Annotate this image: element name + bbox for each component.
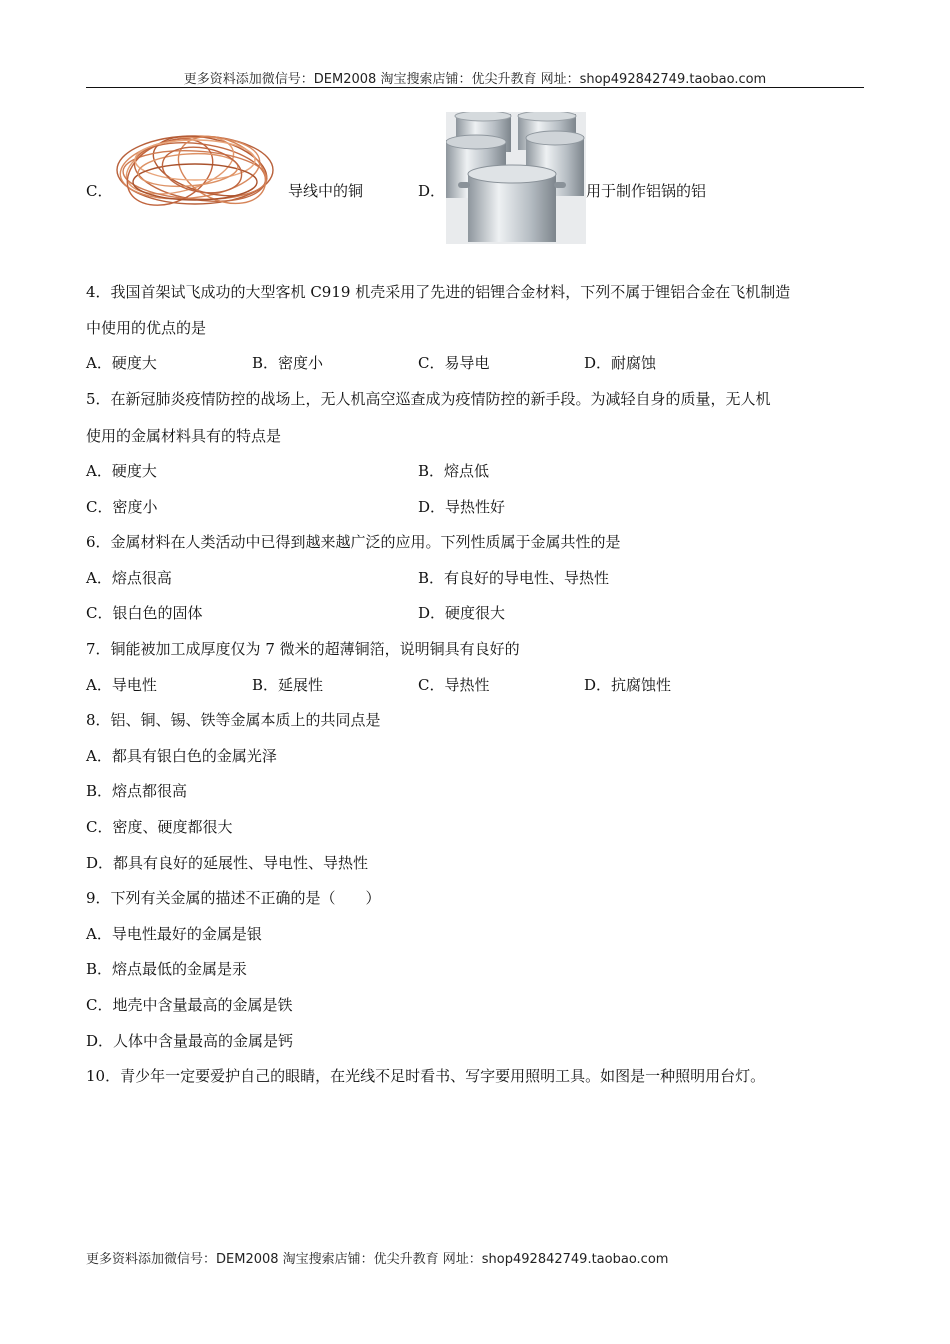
page-header: 更多资料添加微信号：DEM2008 淘宝搜索店铺：优尖升教育 网址：shop492842749.taobao.com [183,72,767,87]
q8-option-d: D．都具有良好的延展性、导电性、导热性 [86,854,369,872]
q4-stem-line1: 4．我国首架试飞成功的大型客机 C919 机壳采用了先进的铝锂合金材料，下列不属于锂铝合金在飞机制造 [86,283,791,301]
q5-option-d: D．导热性好 [418,498,506,516]
q7-option-d: D．抗腐蚀性 [584,676,672,694]
q4-option-b: B．密度小 [252,354,324,372]
q7-option-a: A．导电性 [86,676,157,694]
q5-stem-line2: 使用的金属材料具有的特点是 [86,427,282,445]
q7-stem: 7．铜能被加工成厚度仅为 7 微米的超薄铜箔，说明铜具有良好的 [86,640,520,658]
q5-option-a: A．硬度大 [86,462,157,480]
q4-option-a: A．硬度大 [86,354,157,372]
q4-stem-line2: 中使用的优点的是 [86,319,207,337]
q9-option-b: B．熔点最低的金属是汞 [86,960,248,978]
page-footer: 更多资料添加微信号：DEM2008 淘宝搜索店铺：优尖升教育 网址：shop492842749.taobao.com [86,1252,669,1267]
q7-option-b: B．延展性 [252,676,324,694]
q6-option-b: B．有良好的导电性、导热性 [418,569,610,587]
q3-option-d-label: D． [418,182,446,200]
q5-option-b: B．熔点低 [418,462,490,480]
q5-option-c: C．密度小 [86,498,158,516]
header-divider [86,87,864,88]
q6-option-a: A．熔点很高 [86,569,172,587]
q9-option-d: D．人体中含量最高的金属是钙 [86,1032,294,1050]
q4-option-c: C．易导电 [418,354,490,372]
aluminum-pots-image [446,112,586,244]
q8-stem: 8．铝、铜、锡、铁等金属本质上的共同点是 [86,711,381,729]
copper-wire-image [110,120,280,215]
q6-option-c: C．银白色的固体 [86,604,203,622]
q8-option-c: C．密度、硬度都很大 [86,818,233,836]
q6-stem: 6．金属材料在人类活动中已得到越来越广泛的应用。下列性质属于金属共性的是 [86,533,621,551]
q3-option-c-label: C． [86,182,113,200]
q5-stem-line1: 5．在新冠肺炎疫情防控的战场上，无人机高空巡查成为疫情防控的新手段。为减轻自身的质量，无人机 [86,390,771,408]
q7-option-c: C．导热性 [418,676,490,694]
q9-option-a: A．导电性最好的金属是银 [86,925,262,943]
q9-option-c: C．地壳中含量最高的金属是铁 [86,996,293,1014]
q4-option-d: D．耐腐蚀 [584,354,657,372]
q3-option-c-text: 导线中的铜 [288,182,364,200]
q10-stem: 10．青少年一定要爱护自己的眼睛，在光线不足时看书、写字要用照明工具。如图是一种照明用台灯。 [86,1067,766,1085]
q8-option-a: A．都具有银白色的金属光泽 [86,747,277,765]
q9-stem: 9．下列有关金属的描述不正确的是（ ） [86,889,381,907]
q6-option-d: D．硬度很大 [418,604,506,622]
q8-option-b: B．熔点都很高 [86,782,188,800]
q3-option-d-text: 用于制作铝锅的铝 [586,182,707,200]
